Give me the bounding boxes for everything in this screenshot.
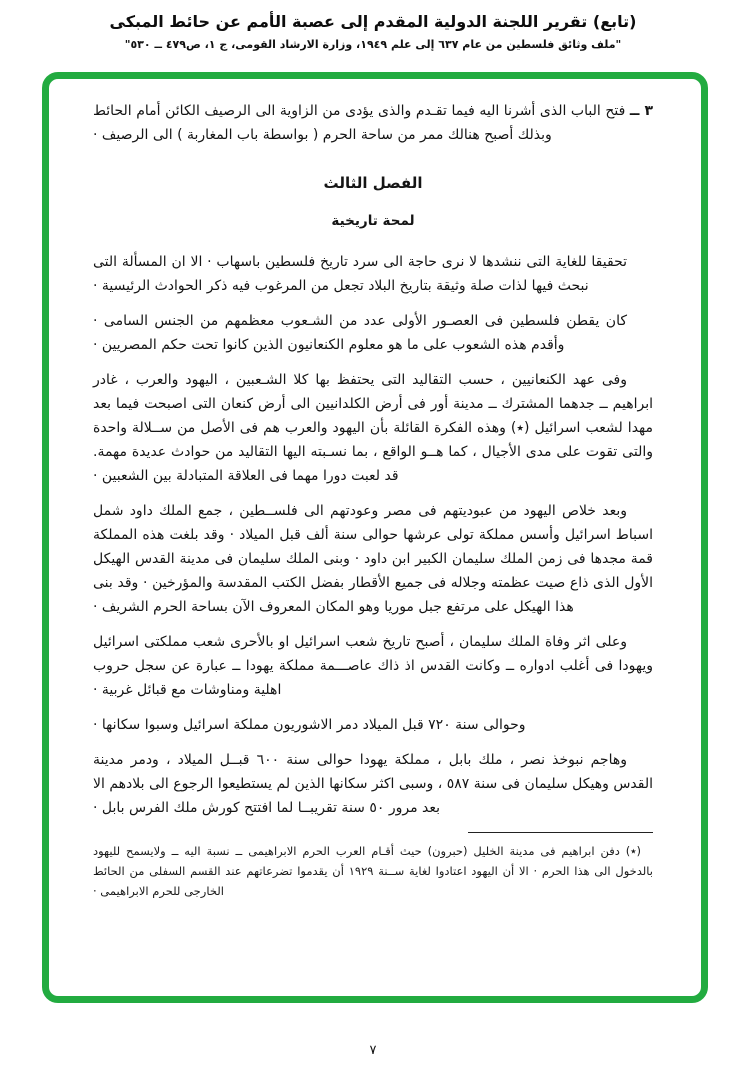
body-paragraph: وحوالى سنة ٧٢٠ قبل الميلاد دمر الاشوريون مملكة اسرائيل وسبوا سكانها · [93,717,526,733]
body-paragraph: وفى عهد الكنعانيين ، حسب التقاليد التى يحتفظ بها كلا الشـعبين ، اليهود والعرب ، غادر ابراهيم ــ جدهما المشترك ــ مدينة أور فى أرض الكلدانيين الى أرض كنعان التى اصبحت فيما بعد مهدا لشعب اسرائيل (٭) وهذه الفكرة القائلة بأن اليهود والعرب هم فى الأصل من ســلالة واحدة والتى تقوت على مدى الأجيال ، كما هــو الواقع ، بما نسـبته اليها التقاليد من حوادث عديدة مهمة. قد لعبت دورا مهما فى العلاقة المتبادلة بين الشعبين · [93,372,653,484]
body-paragraph: وعلى اثر وفاة الملك سليمان ، أصبح تاريخ شعب اسرائيل او بالأحرى شعب مملكتى اسرائيل ويهودا فى أغلب ادواره ــ وكانت القدس اذ ذاك عاصـــمة مملكة يهودا ــ عبارة عن سجل حروب اهلية ومناوشات مع قبائل غربية · [93,634,653,698]
document-title: (تابع) تقرير اللجنة الدولية المقدم إلى عصبة الأمم عن حائط المبكى [109,12,637,31]
document-body [93,99,653,901]
body-paragraph: وبعد خلاص اليهود من عبوديتهم فى مصر وعودتهم الى فلســطين ، جمع الملك داود شمل اسباط اسرائيل وأسس مملكة تولى عرشها حوالى سنة ألف قبل الميلاد · وقد بلغت هذه المملكة قمة مجدها فى زمن الملك سليمان الكبير ابن داود · وبنى الملك سليمان فى مدينة القدس الهيكل الأول الذى ذاع صيت عظمته وجلاله فى جميع الأقطار بفضل الكتب المقدسة والمؤرخين · وقد بنى هذا الهيكل على مرتفع جبل موريا وهو المكان المعروف الآن بساحة الحرم الشريف · [93,503,653,615]
body-paragraph: تحقيقا للغاية التى ننشدها لا نرى حاجة الى سرد تاريخ فلسطين باسهاب · الا ان المسألة التى نبحث فيها لذات صلة وثيقة بتاريخ البلاد تجعل من المرغوب فيه ذكر الحوادث الرئيسية · [93,254,627,294]
document-source-citation: "ملف وثائق فلسطين من عام ٦٣٧ إلى علم ١٩٤٩، وزارة الارشاد القومى، ج ١، ص٤٧٩ ــ ٥٣٠" [124,38,622,51]
footnote-separator-rule [468,832,653,833]
section-title: لمحة تاريخية [331,213,415,229]
highlight-box [42,72,708,1003]
list-item-text: فتح الباب الذى أشرنا اليه فيما تقـدم والذى يؤدى من الزاوية الى الرصيف الكائن أمام الحائط وبذلك أصبح هنالك ممر من ساحة الحرم ( بواسطة باب المغاربة ) الى الرصيف · [93,103,626,143]
numbered-list-item-3 [93,99,653,147]
body-paragraph: وهاجم نبوخذ نصر ، ملك بابل ، مملكة يهودا حوالى سنة ٦٠٠ قبــل الميلاد ، ودمر مدينة القدس وهيكل سليمان فى سنة ٥٨٧ ، وسبى اكثر سكانها الذين لم يستطيعوا الرجوع الى بلادهم الا بعد مرور ٥٠ سنة تقريبــا لما افتتح كورش ملك الفرس بابل · [93,752,653,816]
page-header [0,12,746,51]
footnote-text: (٭) دفن ابراهيم فى مدينة الخليل (حبرون) حيث أقـام العرب الحرم الابراهيمى ــ نسبة اليه ــ ولايسمح لليهود بالدخول الى هذا الحرم · الا أن اليهود اعتادوا لغاية ســنة ١٩٢٩ أن يقدموا تضرعاتهم عند القسم السفلى من الحائط الخارجى للحرم الابراهيمى · [93,844,653,898]
page-number: ٧ [369,1043,377,1058]
body-paragraph: كان يقطن فلسطين فى العصـور الأولى عدد من الشـعوب معظمهم من الجنس السامى · وأقدم هذه الشعوب على ما هو معلوم الكنعانيون الذين كانوا تحت حكم المصريين · [93,313,627,353]
list-item-number: ٣ ــ [629,103,653,119]
chapter-title: الفصل الثالث [323,174,423,192]
